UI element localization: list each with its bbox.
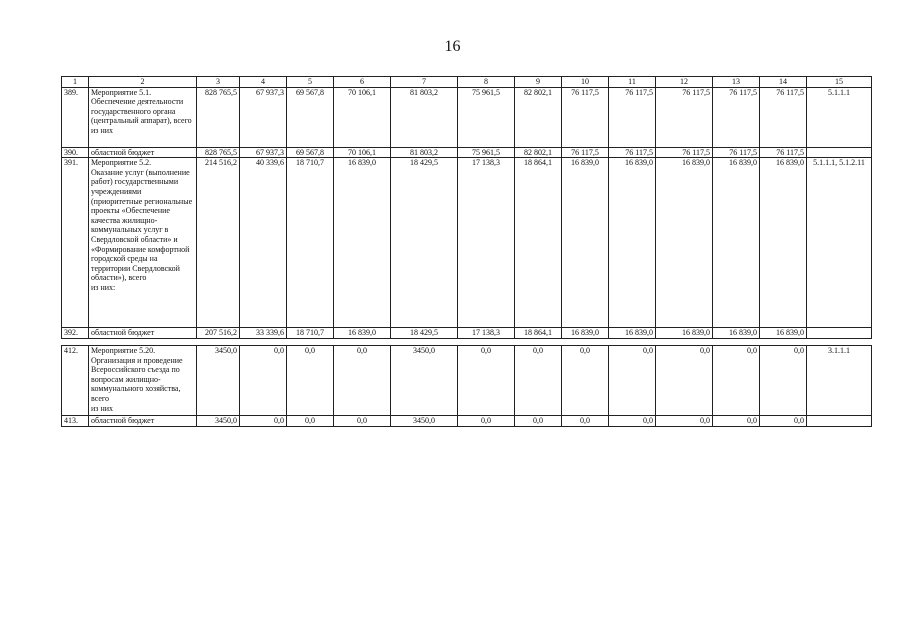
funding-value-cell: 0,0 [515, 416, 562, 427]
funding-value-cell: 0,0 [458, 416, 515, 427]
funding-value-cell: 18 429,5 [391, 158, 458, 328]
funding-value-cell: 0,0 [562, 346, 609, 416]
header-cell: 14 [760, 77, 807, 88]
table-row [62, 328, 872, 339]
header-cell: 9 [515, 77, 562, 88]
funding-value-cell: 17 138,3 [458, 328, 515, 339]
funding-value-cell: 0,0 [713, 346, 760, 416]
funding-value-cell: 16 839,0 [760, 158, 807, 328]
funding-value-cell: 0,0 [287, 416, 334, 427]
funding-value-cell: 0,0 [656, 346, 713, 416]
header-row [62, 77, 872, 88]
table-row [62, 158, 872, 328]
activity-name-cell: Мероприятие 5.1. Обеспечение деятельности государственного органа (центральный аппарат), всего из них [89, 87, 197, 147]
funding-value-cell: 81 803,2 [391, 87, 458, 147]
program-table-upper [61, 76, 872, 339]
activity-name-cell: Мероприятие 5.20. Организация и проведение Всероссийского съезда по вопросам жилищно-коммунального хозяйства, всего из них [89, 346, 197, 416]
funding-value-cell: 0,0 [609, 346, 656, 416]
funding-value-cell: 75 961,5 [458, 87, 515, 147]
funding-value-cell: 67 937,3 [240, 87, 287, 147]
header-cell: 15 [807, 77, 872, 88]
row-number-cell: 413. [62, 416, 89, 427]
funding-value-cell: 0,0 [760, 346, 807, 416]
funding-value-cell: 16 839,0 [609, 158, 656, 328]
target-indicator-cell [807, 328, 872, 339]
funding-value-cell: 16 839,0 [760, 328, 807, 339]
funding-value-cell: 82 802,1 [515, 147, 562, 158]
funding-value-cell: 0,0 [515, 346, 562, 416]
header-cell: 13 [713, 77, 760, 88]
funding-value-cell: 16 839,0 [334, 158, 391, 328]
funding-value-cell: 0,0 [458, 346, 515, 416]
header-cell: 6 [334, 77, 391, 88]
funding-value-cell: 828 765,5 [197, 87, 240, 147]
header-cell: 4 [240, 77, 287, 88]
funding-value-cell: 0,0 [287, 346, 334, 416]
funding-value-cell: 16 839,0 [334, 328, 391, 339]
funding-value-cell: 0,0 [334, 416, 391, 427]
funding-value-cell: 76 117,5 [609, 147, 656, 158]
funding-value-cell: 18 429,5 [391, 328, 458, 339]
target-indicator-cell [807, 147, 872, 158]
funding-value-cell: 16 839,0 [713, 158, 760, 328]
target-indicator-cell: 5.1.1.1 [807, 87, 872, 147]
header-cell: 8 [458, 77, 515, 88]
funding-value-cell: 69 567,8 [287, 147, 334, 158]
funding-value-cell: 18 864,1 [515, 328, 562, 339]
activity-name-cell: областной бюджет [89, 328, 197, 339]
funding-value-cell: 0,0 [760, 416, 807, 427]
funding-value-cell: 82 802,1 [515, 87, 562, 147]
activity-name-cell: Мероприятие 5.2. Оказание услуг (выполнение работ) государственными учреждениями (приоритетные региональные проекты «Обеспечение качества жилищно-коммунальных услуг в Свердловской области» и «Формирование комфортной городской среды на территории Свердловской области»), всего из них: [89, 158, 197, 328]
funding-value-cell: 3450,0 [391, 346, 458, 416]
funding-value-cell: 16 839,0 [713, 328, 760, 339]
row-number-cell: 390. [62, 147, 89, 158]
funding-value-cell: 16 839,0 [656, 158, 713, 328]
funding-value-cell: 76 117,5 [656, 87, 713, 147]
table-row [62, 346, 872, 416]
funding-value-cell: 76 117,5 [656, 147, 713, 158]
header-cell: 10 [562, 77, 609, 88]
funding-value-cell: 70 106,1 [334, 147, 391, 158]
funding-value-cell: 0,0 [713, 416, 760, 427]
funding-value-cell: 18 710,7 [287, 158, 334, 328]
header-cell: 1 [62, 77, 89, 88]
funding-value-cell: 0,0 [240, 346, 287, 416]
table-row [62, 416, 872, 427]
funding-value-cell: 33 339,6 [240, 328, 287, 339]
row-number-cell: 392. [62, 328, 89, 339]
funding-value-cell: 3450,0 [197, 416, 240, 427]
table-row [62, 147, 872, 158]
row-number-cell: 391. [62, 158, 89, 328]
target-indicator-cell: 5.1.1.1, 5.1.2.11 [807, 158, 872, 328]
table-row [62, 87, 872, 147]
funding-value-cell: 207 516,2 [197, 328, 240, 339]
funding-value-cell: 81 803,2 [391, 147, 458, 158]
funding-value-cell: 16 839,0 [656, 328, 713, 339]
row-number-cell: 389. [62, 87, 89, 147]
header-cell: 5 [287, 77, 334, 88]
program-table-lower [61, 345, 872, 427]
funding-value-cell: 0,0 [334, 346, 391, 416]
funding-value-cell: 0,0 [562, 416, 609, 427]
page-number: 16 [444, 38, 461, 55]
funding-value-cell: 75 961,5 [458, 147, 515, 158]
target-indicator-cell [807, 416, 872, 427]
funding-value-cell: 17 138,3 [458, 158, 515, 328]
funding-value-cell: 18 710,7 [287, 328, 334, 339]
funding-value-cell: 76 117,5 [713, 87, 760, 147]
header-cell: 7 [391, 77, 458, 88]
funding-value-cell: 16 839,0 [562, 328, 609, 339]
activity-name-cell: областной бюджет [89, 416, 197, 427]
funding-value-cell: 76 117,5 [713, 147, 760, 158]
header-cell: 2 [89, 77, 197, 88]
row-number-cell: 412. [62, 346, 89, 416]
header-cell: 11 [609, 77, 656, 88]
funding-value-cell: 0,0 [656, 416, 713, 427]
funding-value-cell: 0,0 [609, 416, 656, 427]
funding-value-cell: 16 839,0 [562, 158, 609, 328]
funding-value-cell: 76 117,5 [760, 87, 807, 147]
funding-value-cell: 76 117,5 [760, 147, 807, 158]
funding-value-cell: 40 339,6 [240, 158, 287, 328]
funding-value-cell: 3450,0 [391, 416, 458, 427]
funding-value-cell: 18 864,1 [515, 158, 562, 328]
funding-value-cell: 76 117,5 [562, 87, 609, 147]
funding-value-cell: 0,0 [240, 416, 287, 427]
funding-value-cell: 69 567,8 [287, 87, 334, 147]
header-cell: 12 [656, 77, 713, 88]
header-cell: 3 [197, 77, 240, 88]
funding-value-cell: 67 937,3 [240, 147, 287, 158]
funding-value-cell: 16 839,0 [609, 328, 656, 339]
funding-value-cell: 76 117,5 [609, 87, 656, 147]
activity-name-cell: областной бюджет [89, 147, 197, 158]
funding-value-cell: 76 117,5 [562, 147, 609, 158]
target-indicator-cell: 3.1.1.1 [807, 346, 872, 416]
funding-value-cell: 70 106,1 [334, 87, 391, 147]
funding-value-cell: 3450,0 [197, 346, 240, 416]
funding-value-cell: 828 765,5 [197, 147, 240, 158]
funding-value-cell: 214 516,2 [197, 158, 240, 328]
